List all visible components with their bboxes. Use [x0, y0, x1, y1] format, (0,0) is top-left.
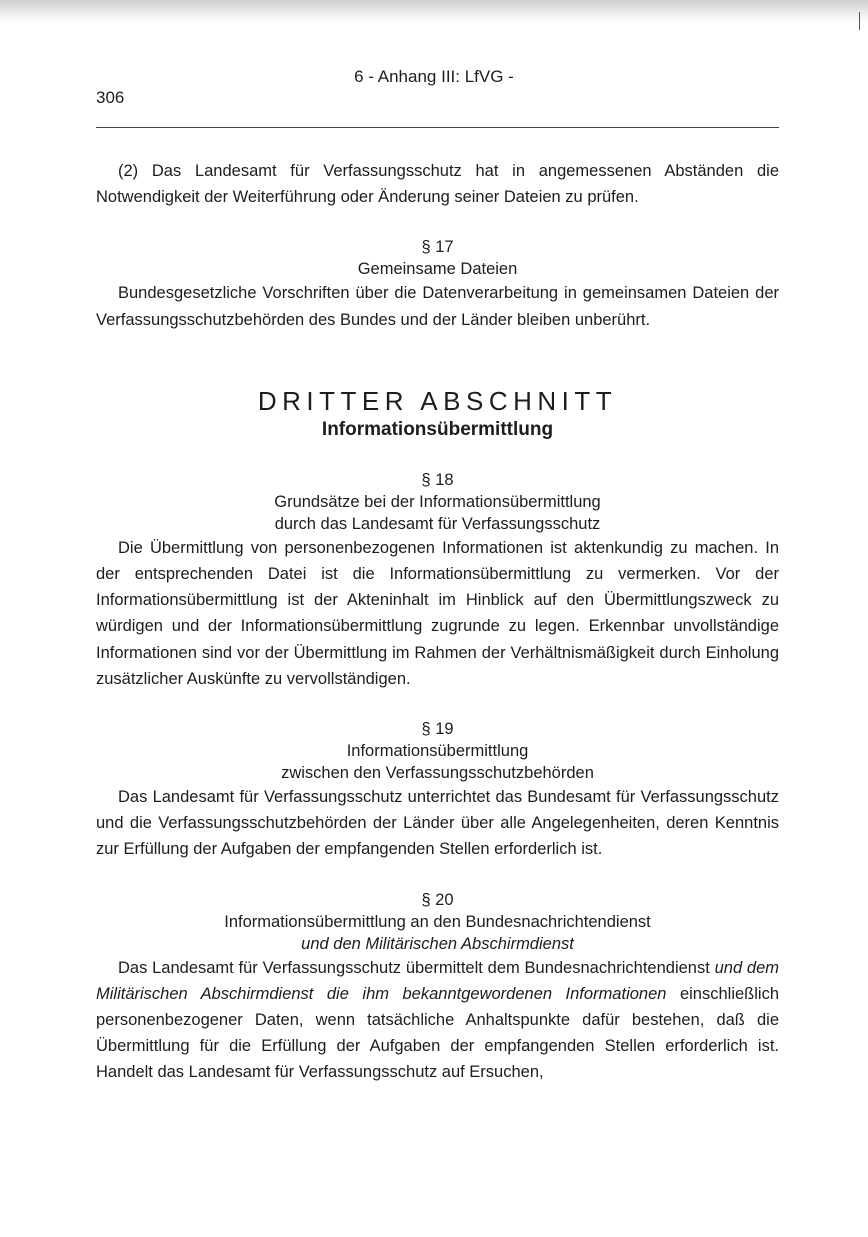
section-18-title-line1: Grundsätze bei der Informationsübermittlung	[274, 492, 601, 511]
chapter-heading: DRITTER ABSCHNITT	[257, 385, 618, 416]
chapter-subheading: Informationsübermittlung	[321, 418, 554, 440]
section-18-title-line2: durch das Landesamt für Verfassungsschutz	[274, 514, 601, 533]
section-18-number: § 18	[421, 470, 454, 489]
section-17-title: Gemeinsame Dateien	[357, 260, 518, 279]
section-17-body: Bundesgesetzliche Vorschriften über die Datenverarbeitung in gemeinsamen Dateien der Verfassungsschutzbehörden des Bundes und der Länder bleiben unberührt.	[96, 284, 779, 329]
page-number: 306	[96, 88, 125, 107]
section-20-body	[96, 955, 779, 1086]
section-19-body: Das Landesamt für Verfassungsschutz unterrichtet das Bundesamt für Verfassungsschutz und die Verfassungsschutzbehörden der Länder über alle Angelegenheiten, deren Kenntnis zur Erfüllung der Aufgaben der empfangenden Stellen erforderlich ist.	[96, 788, 779, 859]
scan-edge-mark	[859, 12, 860, 30]
section-20-title-line1: Informationsübermittlung an den Bundesnachrichtendienst	[224, 912, 651, 931]
section-20-body-part2: und dem Militärischen Abschirmdienst die ihm bekanntgewordenen Informationen	[96, 958, 779, 1003]
paragraph-intro: (2) Das Landesamt für Verfassungsschutz hat in angemessenen Abständen die Notwendigkeit der Weiterführung oder Änderung seiner Dateien zu prüfen.	[96, 162, 779, 207]
section-19-number: § 19	[421, 720, 454, 739]
scan-top-shadow	[0, 0, 868, 22]
section-17-number: § 17	[421, 238, 454, 257]
section-19-title-line2: zwischen den Verfassungsschutzbehörden	[281, 764, 594, 783]
section-20-body-part3: einschließlich personenbezogener Daten, wenn tatsächliche Anhaltspunkte dafür bestehen, daß die Übermittlung für die Erfüllung der Aufgaben der empfangenden Stellen erforderlich ist. Handelt das Landesamt für Verfassungsschutz auf Ersuchen,	[96, 984, 779, 1082]
section-20-number: § 20	[421, 890, 454, 909]
section-20-title-line2: und den Militärischen Abschirmdienst	[301, 934, 574, 953]
section-18-body: Die Übermittlung von personenbezogenen Informationen ist aktenkundig zu machen. In der entsprechenden Datei ist die Informationsübermittlung zu vermerken. Vor der Informationsübermittlung ist der Akteninhalt im Hinblick auf den Übermittlungszweck zu würdigen und der Informationsübermittlung zugrunde zu legen. Erkennbar unvollständige Informationen sind vor der Übermittlung im Rahmen der Verhältnismäßigkeit durch Einholung zusätzlicher Auskünfte zu vervollständigen.	[96, 538, 779, 688]
page-body	[96, 158, 779, 1086]
running-header: 6 - Anhang III: LfVG -	[354, 67, 514, 86]
header-divider	[96, 127, 779, 128]
section-20-body-part1: Das Landesamt für Verfassungsschutz übermittelt dem Bundesnachrichtendienst	[118, 958, 715, 977]
section-19-title-line1: Informationsübermittlung	[346, 742, 529, 761]
